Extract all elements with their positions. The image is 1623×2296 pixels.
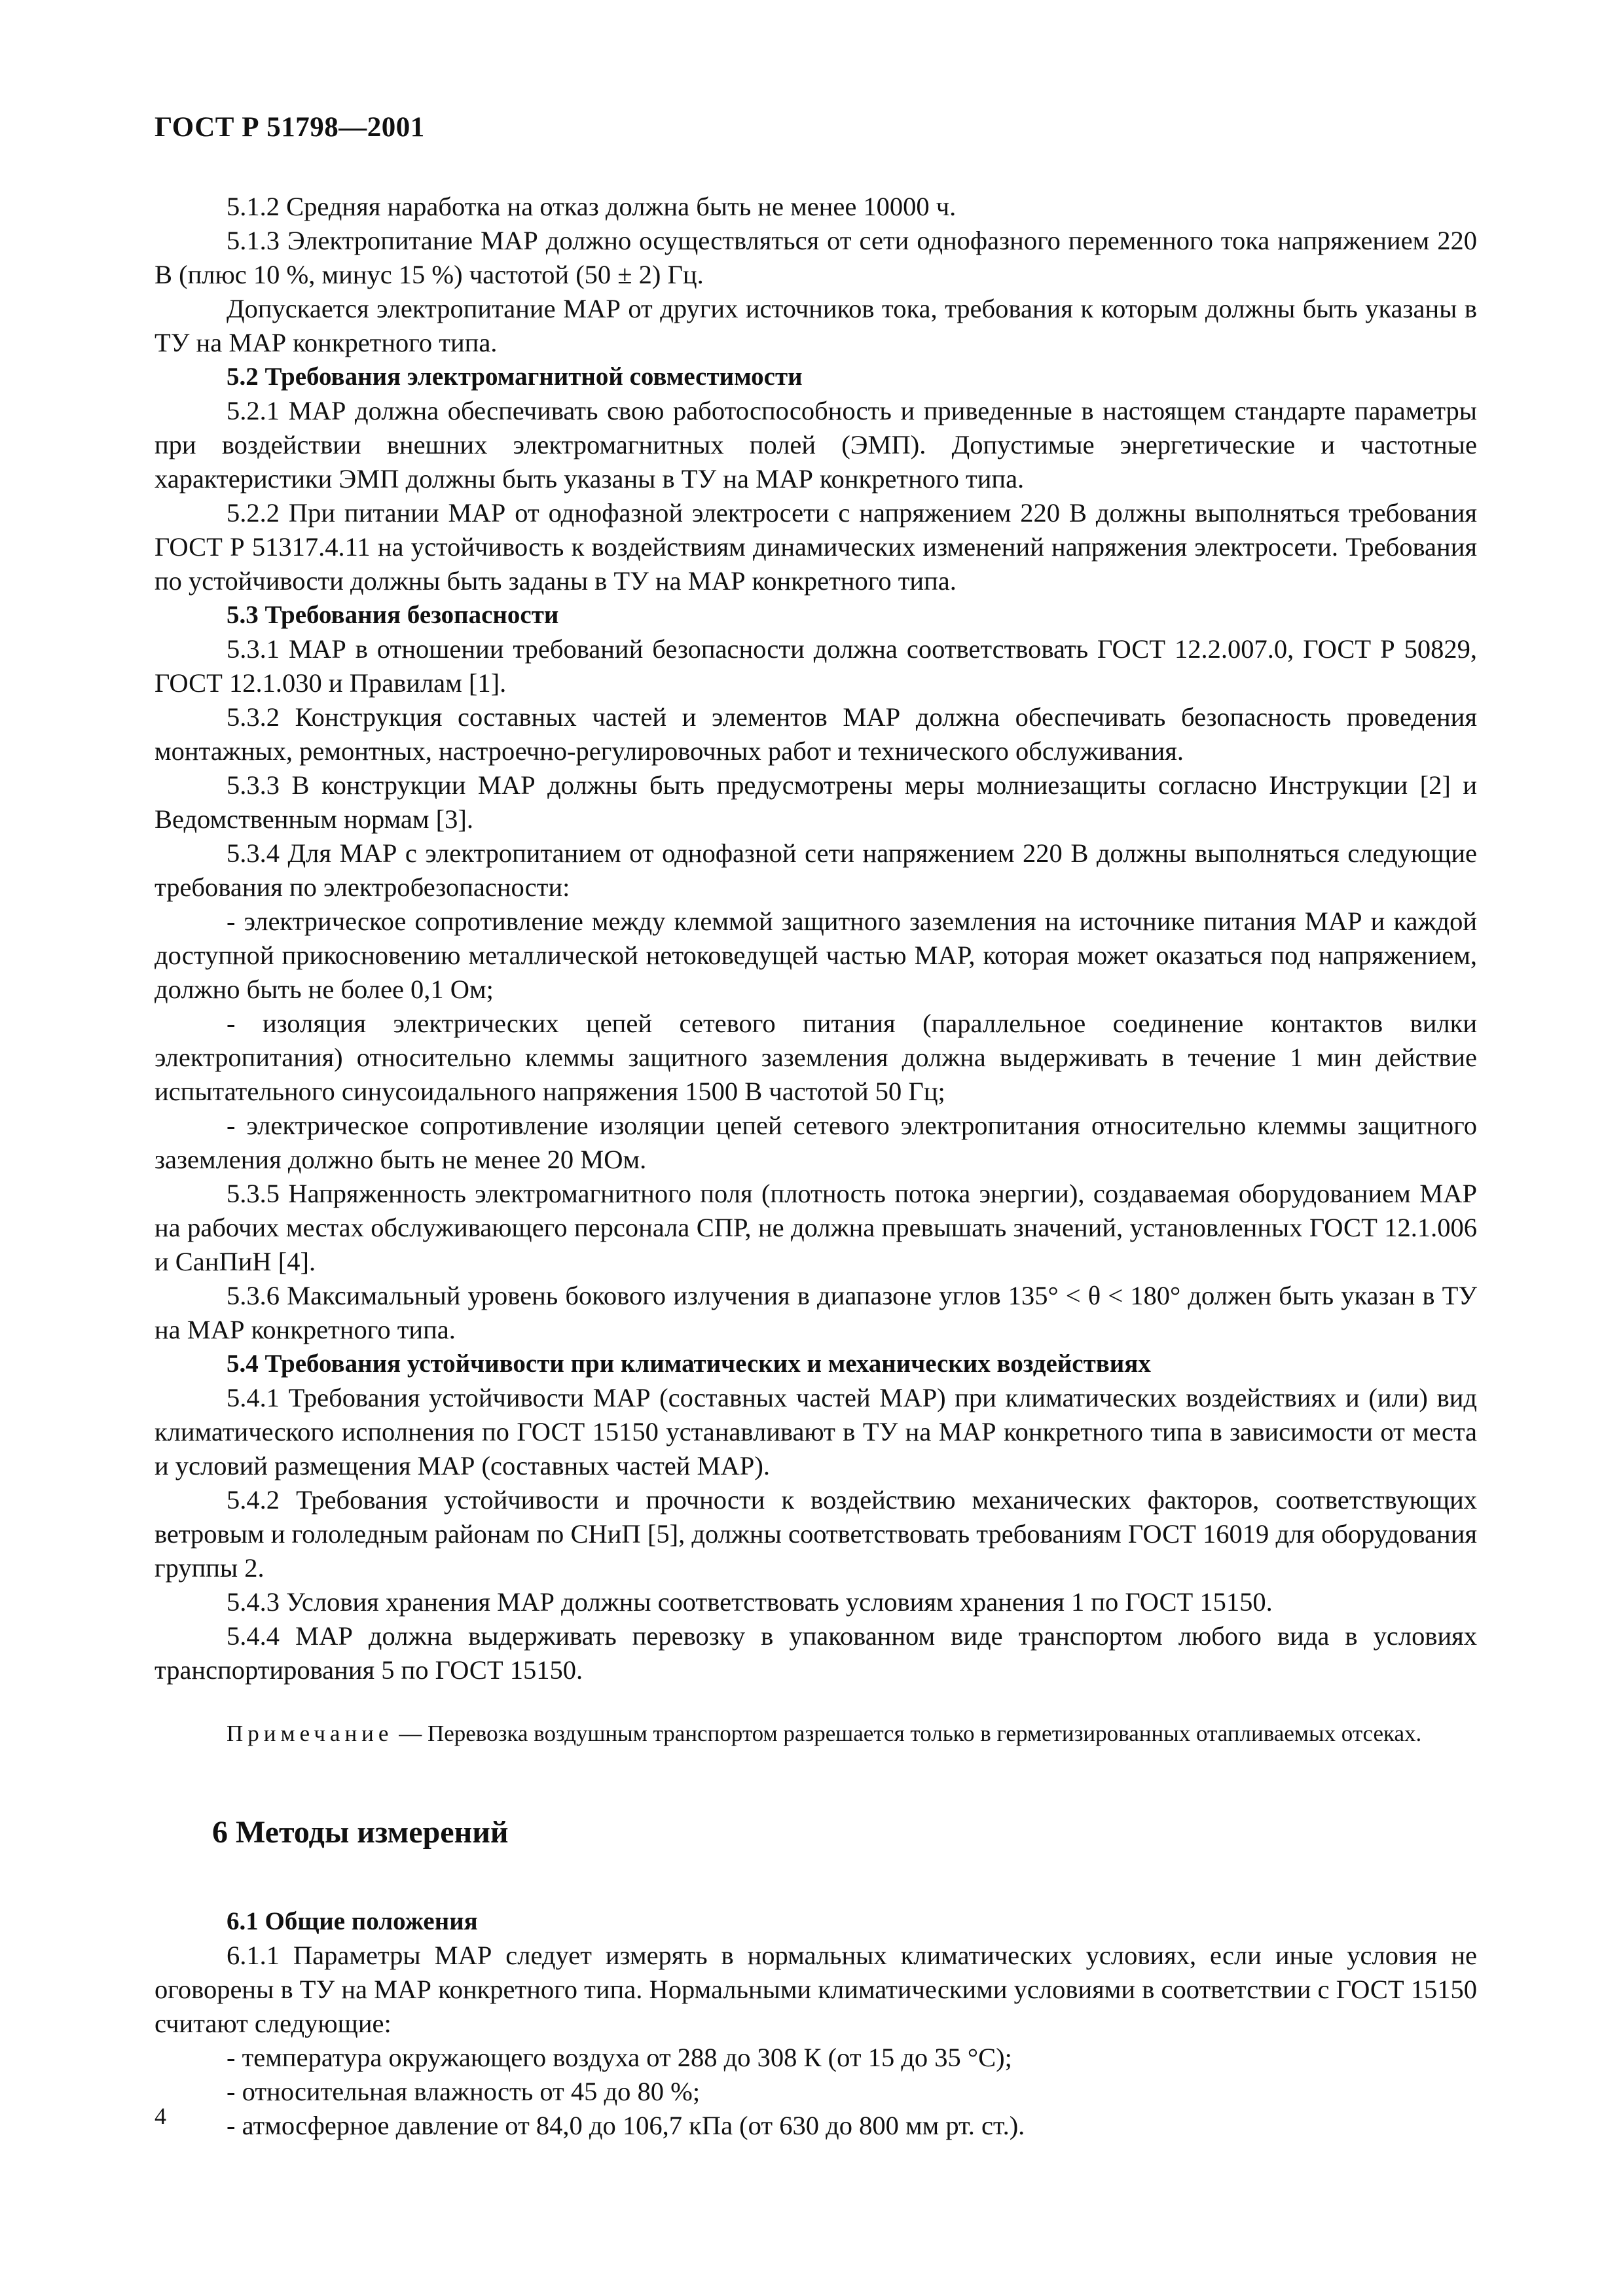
list-item-insulation-resistance: - электрическое сопротивление изоляции цепей сетевого электропитания относительно клеммы защитного заземления должно быть не менее 20 МОм. [155, 1111, 1477, 1174]
subsection-heading-5-2: 5.2 Требования электромагнитной совместимости [227, 363, 803, 391]
paragraph-5-1-2: 5.1.2 Средняя наработка на отказ должна быть не менее 10000 ч. [227, 192, 957, 221]
paragraph-5-3-3: 5.3.3 В конструкции МАР должны быть предусмотрены меры молниезащиты согласно Инструкции [2] и Ведомственным нормам [3]. [155, 770, 1477, 834]
note-text: — Перевозка воздушным транспортом разрешается только в герметизированных отапливаемых отсеках. [393, 1721, 1422, 1746]
paragraph-5-2-1: 5.2.1 МАР должна обеспечивать свою работоспособность и приведенные в настоящем стандарте параметры при воздействии внешних электромагнитных полей (ЭМП). Допустимые энергетические и частотные характеристики ЭМП должны быть указаны в ТУ на МАР конкретного типа. [155, 396, 1477, 493]
list-item-humidity: - относительная влажность от 45 до 80 %; [227, 2077, 701, 2106]
paragraph-5-3-4: 5.3.4 Для МАР с электропитанием от однофазной сети напряжением 220 В должны выполняться следующие требования по электробезопасности: [155, 838, 1477, 902]
section-heading-6: 6 Методы измерений [212, 1815, 509, 1850]
note [155, 1719, 1477, 1749]
document-header-id: ГОСТ Р 51798—2001 [155, 112, 425, 143]
paragraph-5-2-2: 5.2.2 При питании МАР от однофазной электросети с напряжением 220 В должны выполняться требования ГОСТ Р 51317.4.11 на устойчивость к воздействиям динамических изменений напряжения электросети. Требования по устойчивости должны быть заданы в ТУ на МАР конкретного типа. [155, 498, 1477, 596]
paragraph-5-4-3: 5.4.3 Условия хранения МАР должны соответствовать условиям хранения 1 по ГОСТ 15150. [227, 1587, 1273, 1617]
paragraph-5-3-5: 5.3.5 Напряженность электромагнитного поля (плотность потока энергии), создаваемая оборудованием МАР на рабочих местах обслуживающего персонала СПР, не должна превышать значений, установленных ГОСТ 12.1.006 и СанПиН [4]. [155, 1179, 1477, 1276]
list-item-temperature: - температура окружающего воздуха от 288 до 308 К (от 15 до 35 °С); [227, 2043, 1012, 2072]
list-item-pressure: - атмосферное давление от 84,0 до 106,7 кПа (от 630 до 800 мм рт. ст.). [227, 2111, 1025, 2140]
note-label: Примечание [227, 1721, 393, 1746]
paragraph-5-4-1: 5.4.1 Требования устойчивости МАР (составных частей МАР) при климатических воздействиях и (или) вид климатического исполнения по ГОСТ 15150 устанавливают в ТУ на МАР конкретного типа в зависимости от места и условий размещения МАР (составных частей МАР). [155, 1383, 1477, 1480]
paragraph-5-4-4: 5.4.4 МАР должна выдерживать перевозку в упакованном виде транспортом любого вида в условиях транспортирования 5 по ГОСТ 15150. [155, 1621, 1477, 1685]
paragraph-5-1-3: 5.1.3 Электропитание МАР должно осуществляться от сети однофазного переменного тока напряжением 220 В (плюс 10 %, минус 15 %) частотой (50 ± 2) Гц. [155, 226, 1477, 289]
list-item-insulation-test: - изоляция электрических цепей сетевого питания (параллельное соединение контактов вилки электропитания) относительно клеммы защитного заземления должна выдерживать в течение 1 мин действие испытательного синусоидального напряжения 1500 В частотой 50 Гц; [155, 1009, 1477, 1106]
page-number: 4 [155, 2103, 166, 2129]
paragraph-5-3-2: 5.3.2 Конструкция составных частей и элементов МАР должна обеспечивать безопасность проведения монтажных, ремонтных, настроечно-регулировочных работ и технического обслуживания. [155, 702, 1477, 766]
subsection-heading-5-4: 5.4 Требования устойчивости при климатических и механических воздействиях [227, 1350, 1151, 1378]
paragraph-5-4-2: 5.4.2 Требования устойчивости и прочности к воздействию механических факторов, соответствующих ветровым и гололедным районам по СНиП [5], должны соответствовать требованиям ГОСТ 16019 для оборудования группы 2. [155, 1485, 1477, 1583]
subsection-heading-5-3: 5.3 Требования безопасности [227, 601, 559, 629]
paragraph-5-3-6: 5.3.6 Максимальный уровень бокового излучения в диапазоне углов 135° < θ < 180° должен быть указан в ТУ на МАР конкретного типа. [155, 1281, 1477, 1344]
document-body [155, 190, 1477, 2143]
list-item-ground-resistance: - электрическое сопротивление между клеммой защитного заземления на источнике питания МАР и каждой доступной прикосновению металлической нетоковедущей частью МАР, которая может оказаться под напряжением, должно быть не более 0,1 Ом; [155, 906, 1477, 1004]
paragraph-power-alternatives: Допускается электропитание МАР от других источников тока, требования к которым должны быть указаны в ТУ на МАР конкретного типа. [155, 294, 1477, 357]
paragraph-6-1-1: 6.1.1 Параметры МАР следует измерять в нормальных климатических условиях, если иные условия не оговорены в ТУ на МАР конкретного типа. Нормальными климатическими условиями в соответствии с ГОСТ 15150 считают следующие: [155, 1941, 1477, 2038]
paragraph-5-3-1: 5.3.1 МАР в отношении требований безопасности должна соответствовать ГОСТ 12.2.007.0, ГОСТ Р 50829, ГОСТ 12.1.030 и Правилам [1]. [155, 634, 1477, 698]
subsection-heading-6-1: 6.1 Общие положения [227, 1907, 478, 1935]
